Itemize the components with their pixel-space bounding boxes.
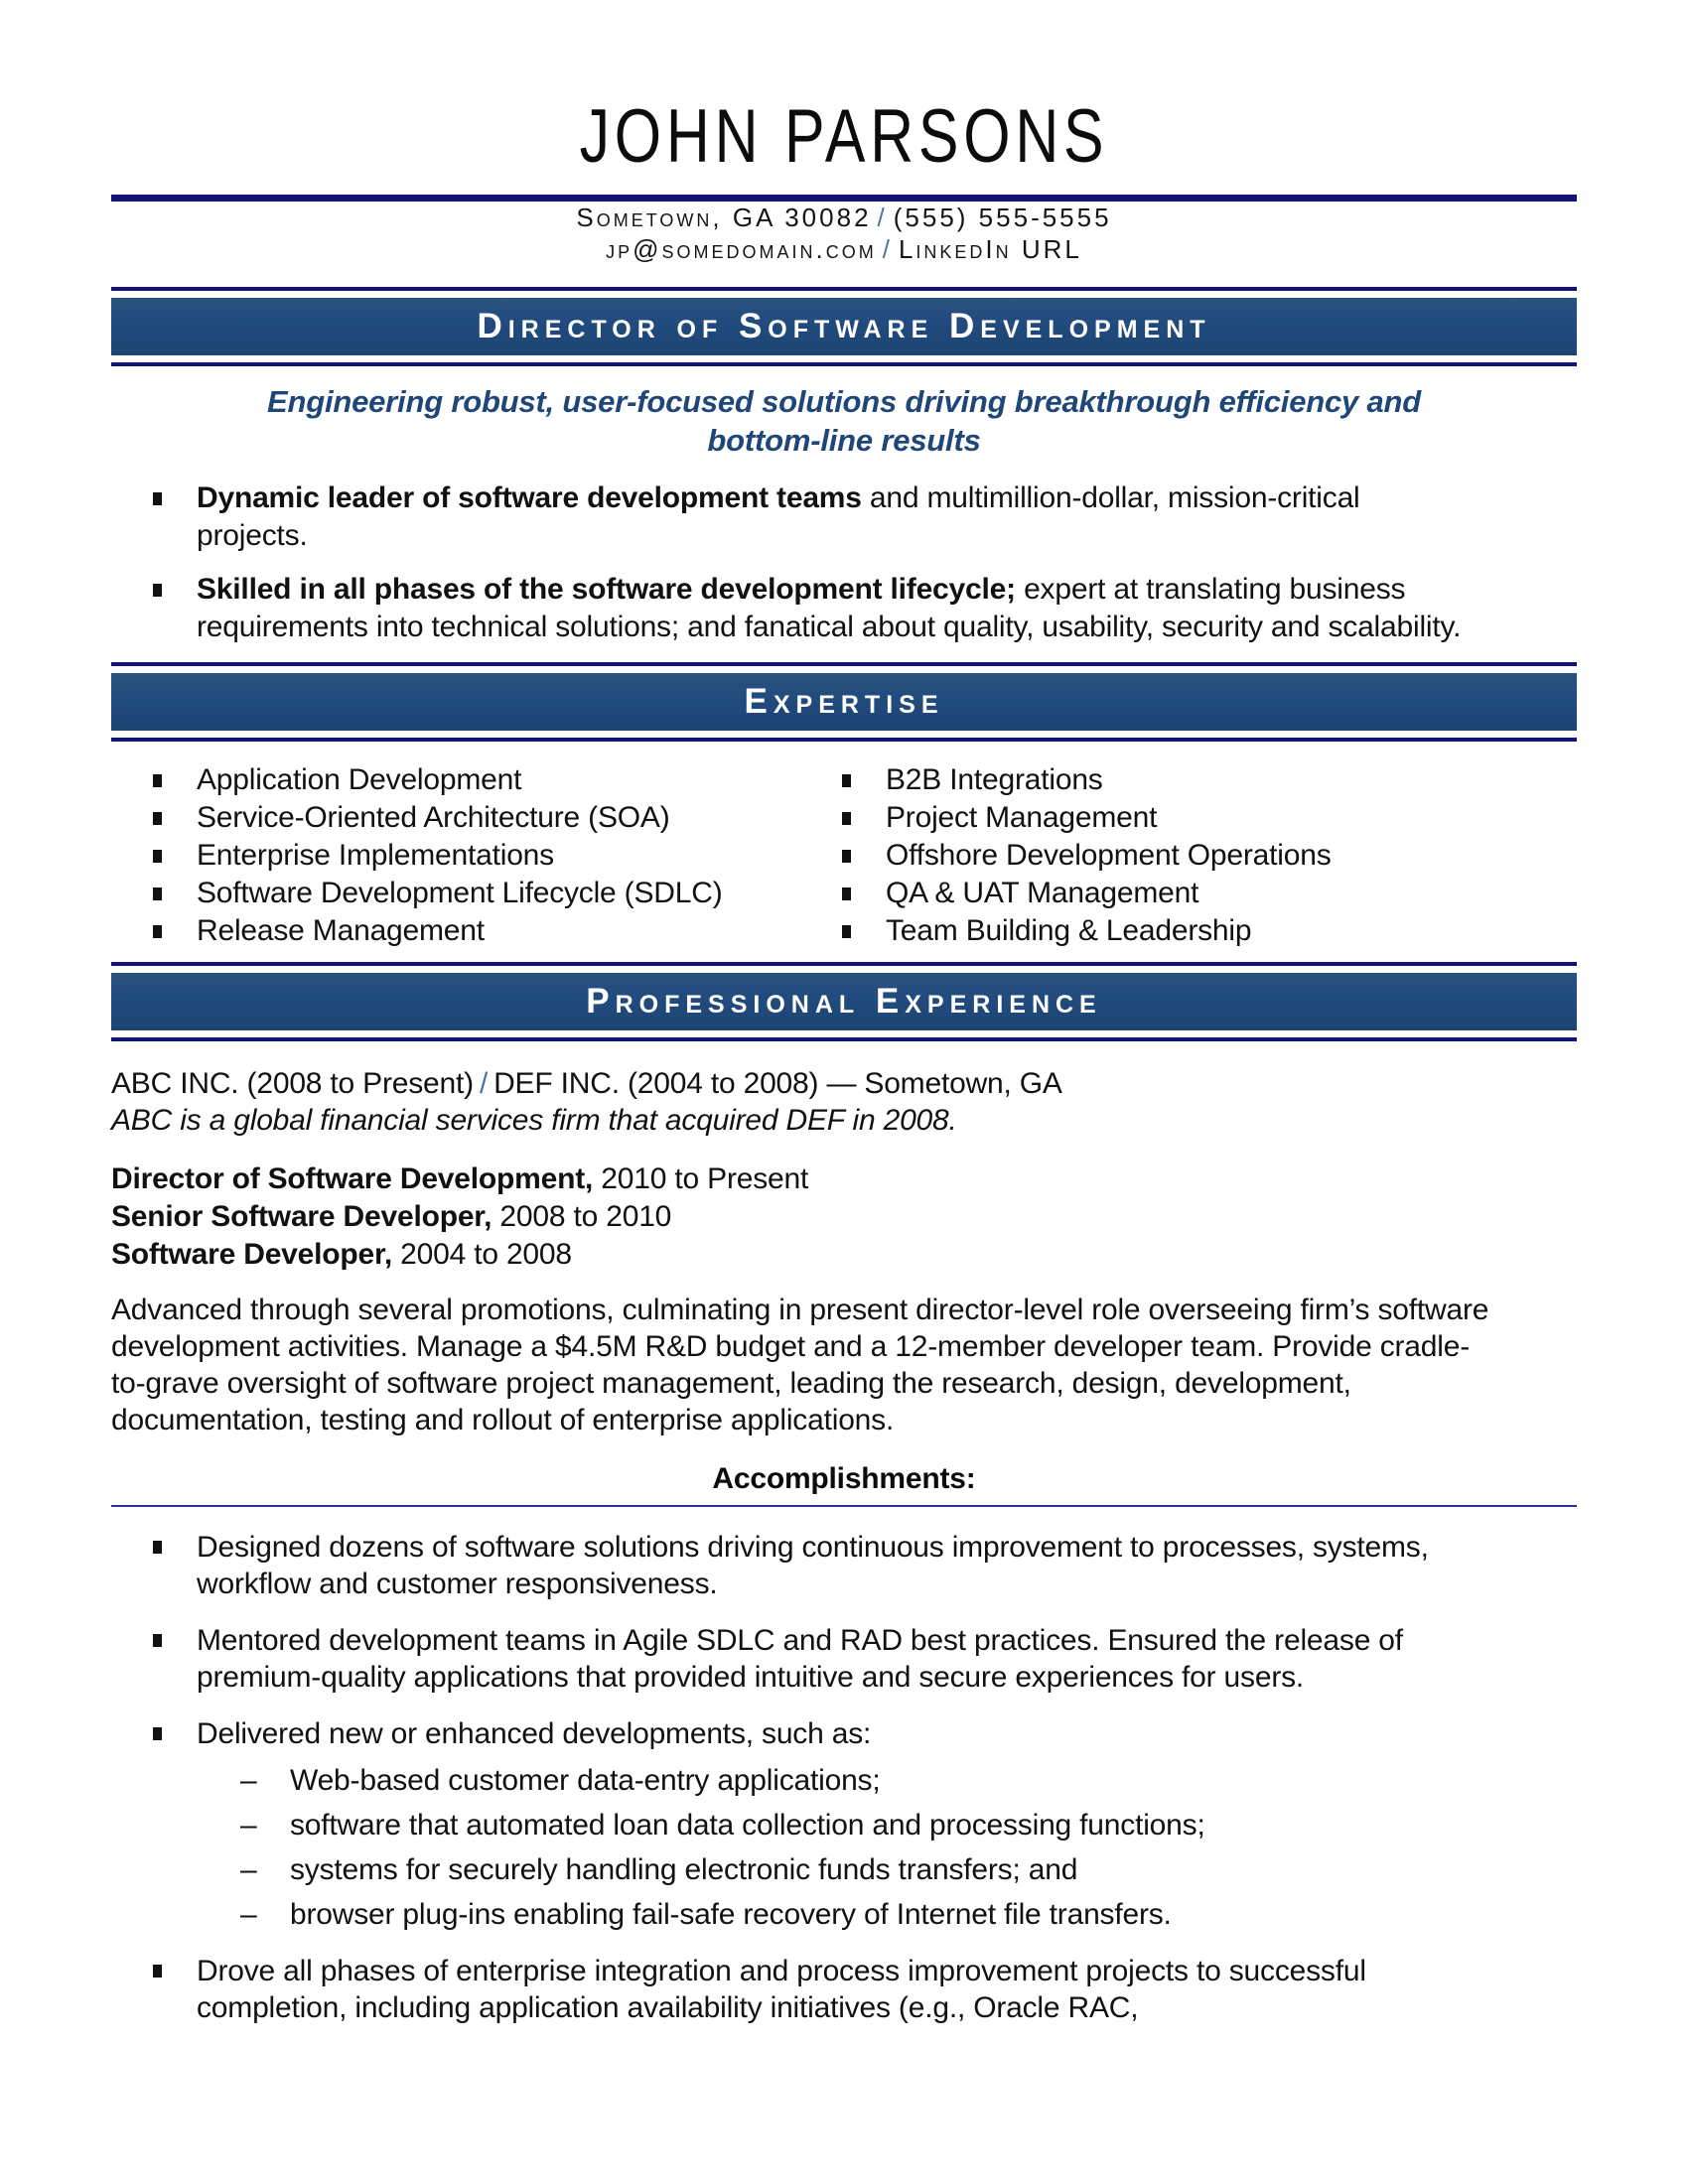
experience-banner: [111, 962, 1577, 1041]
experience-banner-box: [111, 973, 1577, 1030]
company-separator: /: [479, 1067, 489, 1100]
company-line: [111, 1065, 1577, 1102]
expertise-item: Application Development: [151, 761, 840, 799]
role-line: [111, 1198, 1577, 1236]
experience-overview: Advanced through several promotions, culminating in present director-level role overseeing firm’s software development activities. Manage a $4.5M R&D budget and a 12-member developer team. Provide cradle-to-grave oversight of software project management, leading the research, design, development, documentation, testing and rollout of enterprise applications.: [111, 1294, 1489, 1436]
role-dates: 2004 to 2008: [391, 1238, 572, 1271]
bullet-text: Mentored development teams in Agile SDLC and RAD best practices. Ensured the release of premium-quality applications that provided intuitive and secure experiences for users.: [197, 1624, 1403, 1694]
name-divider: [111, 195, 1577, 202]
bullet-text: expert at translating business requirements into technical solutions; and fanatical about quality, usability, security and scalability.: [197, 573, 1462, 643]
role-dates: 2008 to 2010: [492, 1200, 672, 1233]
role-line: [111, 1160, 1577, 1198]
expertise-item: Release Management: [151, 912, 840, 950]
title-banner-box: [111, 298, 1577, 355]
contact-line-2: [0, 233, 1688, 265]
company-1: ABC INC. (2008 to Present): [111, 1067, 474, 1100]
bullet-lead: Dynamic leader of software development teams: [197, 481, 862, 514]
role-history: [111, 1160, 1577, 1274]
role-dates: 2010 to Present: [593, 1162, 809, 1195]
expertise-item: Service-Oriented Architecture (SOA): [151, 799, 840, 837]
expertise-item: B2B Integrations: [840, 761, 1332, 799]
sub-bullet-list: [240, 1762, 1501, 1933]
expertise-columns: [151, 761, 1688, 950]
role-title: Senior Software Developer,: [111, 1200, 492, 1233]
contact-phone: (555) 555-5555: [893, 203, 1112, 232]
expertise-banner: [111, 662, 1577, 742]
summary-bullet: [151, 479, 1472, 555]
company-note: ABC is a global financial services firm that acquired DEF in 2008.: [111, 1104, 957, 1137]
sub-bullet: – systems for securely handling electronic funds transfers; and: [240, 1851, 1501, 1888]
accomplishment-bullet: [151, 1953, 1501, 2026]
summary-list: [151, 479, 1472, 646]
resume-header: [0, 0, 1688, 265]
expertise-item: QA & UAT Management: [840, 875, 1332, 912]
contact-separator: /: [877, 203, 888, 232]
accomplishment-bullet: [151, 1622, 1501, 1696]
accomplishments-heading: Accomplishments:: [712, 1462, 976, 1495]
contact-line-1: [0, 202, 1688, 233]
bullet-text: Designed dozens of software solutions driving continuous improvement to processes, systems, workflow and customer responsiveness.: [197, 1531, 1429, 1600]
expertise-banner-box: [111, 673, 1577, 731]
expertise-item: Enterprise Implementations: [151, 837, 840, 875]
bullet-lead: Skilled in all phases of the software development lifecycle;: [197, 573, 1016, 606]
section-title-experience: Professional Experience: [586, 982, 1102, 1021]
expertise-right-column: [840, 761, 1332, 950]
company-2: DEF INC. (2004 to 2008) — Sometown, GA: [493, 1067, 1062, 1100]
job-title: Director of Software Development: [477, 307, 1211, 345]
sub-bullet: – software that automated loan data collection and processing functions;: [240, 1807, 1501, 1843]
banner-rule-top: [111, 287, 1577, 291]
bullet-text: Delivered new or enhanced developments, such as:: [197, 1717, 872, 1750]
candidate-name: JOHN PARSONS: [579, 94, 1109, 179]
expertise-item: Software Development Lifecycle (SDLC): [151, 875, 840, 912]
accomplishments-list: [151, 1529, 1501, 2026]
expertise-item: Offshore Development Operations: [840, 837, 1332, 875]
banner-rule-bottom: [111, 1037, 1577, 1041]
title-banner: [111, 287, 1577, 366]
role-title: Director of Software Development,: [111, 1162, 594, 1195]
expertise-left-column: [151, 761, 840, 950]
sub-bullet: – browser plug-ins enabling fail-safe recovery of Internet file transfers.: [240, 1896, 1501, 1933]
accomplishment-bullet: [151, 1529, 1501, 1602]
sub-bullet: – Web-based customer data-entry applications;: [240, 1762, 1501, 1799]
contact-separator: /: [882, 234, 893, 264]
contact-linkedin: LinkedIn URL: [898, 234, 1082, 264]
tagline: Engineering robust, user-focused solutions driving breakthrough efficiency and bottom-line results: [267, 384, 1421, 458]
banner-rule-bottom: [111, 362, 1577, 366]
role-line: [111, 1236, 1577, 1274]
contact-email: jp@somedomain.com: [606, 234, 877, 264]
bullet-text: Drove all phases of enterprise integration and process improvement projects to successful completion, including application availability initiatives (e.g., Oracle RAC,: [197, 1955, 1366, 2024]
expertise-item: Project Management: [840, 799, 1332, 837]
accomplishments-divider: [111, 1505, 1577, 1507]
expertise-item: Team Building & Leadership: [840, 912, 1332, 950]
accomplishment-bullet: [151, 1715, 1501, 1933]
banner-rule-bottom: [111, 738, 1577, 742]
banner-rule-top: [111, 662, 1577, 666]
role-title: Software Developer,: [111, 1238, 392, 1271]
contact-location: Sometown, GA 30082: [576, 203, 872, 232]
bullet-text: and multimillion-dollar, mission-critical projects.: [197, 481, 1360, 552]
banner-rule-top: [111, 962, 1577, 966]
section-title-expertise: Expertise: [744, 682, 944, 721]
summary-bullet: [151, 571, 1472, 646]
